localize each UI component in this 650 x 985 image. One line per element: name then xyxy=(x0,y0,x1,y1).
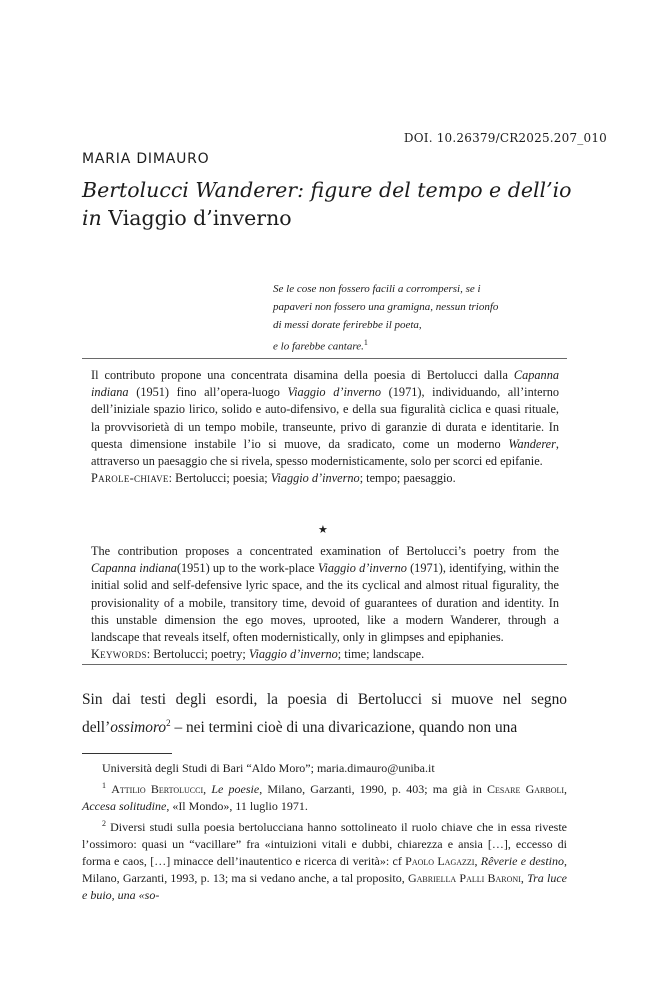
footnote-ref-2[interactable]: 2 xyxy=(166,717,171,728)
footnote-affiliation: Università degli Studi di Bari “Aldo Moro”; maria.dimauro@uniba.it xyxy=(102,761,435,775)
abstract-english: The contribution proposes a concentrated examination of Bertolucci’s poetry from the Capanna indiana(1951) up to the work-place Viaggio d’inverno (1971), identifying, within the initial solid and self-defensive lyric space, and the its cyclical and almost ritual figurality, the provisionality of a mobile, transitory time, devoid of guarantees of duration and identity. In this unstable dimension the ego moves, uprooted, like a modern Wanderer, through a landscape that reveals itself, often modernistically, only in glimpses and epiphanies. Keywords: Bertolucci; poetry; Viaggio d’inverno; time; landscape. xyxy=(91,544,560,662)
footnote-2: $^2$ Diversi studi sulla poesia bertolucciana hanno sottolineato il ruolo chiave che in essa riveste l’ossimoro: quasi un “vacillare” fra «intuizioni vitali e dubbi, chiarezza e ansia […], eccesso di forma e caos, […] minacce dell’inautentico e ricerca di verità»: cf Paolo Lagazzi, Rêverie e destino, Milano, Garzanti, 1993, p. 13; ma si vedano anche, a tal proposito, Gabriella Palli Baroni, Tra luce e buio, una «so- xyxy=(82,819,568,902)
keywords-en: Keywords: Bertolucci; poetry; Viaggio d’inverno; time; landscape. xyxy=(91,647,425,662)
epigraph-line: di messi dorate ferirebbe il poeta, xyxy=(273,319,422,331)
title-prefix: in xyxy=(82,206,102,230)
abstract-top-rule xyxy=(82,358,567,359)
doi-label: DOI. 10.26379/CR2025.207_010 xyxy=(403,131,607,145)
footnote-ref-1[interactable]: 1 xyxy=(363,338,368,347)
epigraph-line: Se le cose non fossero facili a corrompersi, se i xyxy=(273,283,481,295)
abstract-bottom-rule xyxy=(82,664,567,665)
footnotes xyxy=(82,760,567,904)
epigraph-line: e lo farebbe cantare.$^1$ xyxy=(273,338,368,353)
title-work: Viaggio d’inverno xyxy=(108,206,292,230)
author-name: MARIA DIMAURO xyxy=(82,151,210,167)
keywords-en-label: Keywords xyxy=(91,647,147,662)
footnote-1: $^1$ Attilio Bertolucci, Le poesie, Milano, Garzanti, 1990, p. 403; ma già in Cesare Garboli, Accesa solitudine, «Il Mondo», 11 luglio 1971. xyxy=(82,781,568,813)
epigraph-line: papaveri non fossero una gramigna, nessun trionfo xyxy=(273,301,499,313)
abstract-italian: Il contributo propone una concentrata disamina della poesia di Bertolucci dalla Capanna indiana (1951) fino all’opera-luogo Viaggio d’inverno (1971), individuando, all’interno dell’iniziale spazio lirico, solido e auto-difensivo, e della sua figuralità ciclica e quasi rituale, la provvisorietà di un tempo mobile, transeunte, privo di garanzie di durata e identitarie. In questa dimensione instabile l’io si muove, da sradicato, come un moderno Wanderer, attraverso un paesaggio che si rivela, spesso modernisticamente, solo per scorci ed epifanie. Parole-chiave: Bertolucci; poesia; Viaggio d’inverno; tempo; paesaggio. xyxy=(91,368,559,486)
keywords-it-label: Parole-chiave xyxy=(91,471,169,486)
epigraph xyxy=(273,280,573,356)
article-title xyxy=(82,176,572,232)
title-line-1: Bertolucci Wanderer: figure del tempo e dell’io xyxy=(82,178,572,202)
title-line-2 xyxy=(82,204,572,232)
section-separator-star: ★ xyxy=(318,523,328,536)
keywords-it: Parole-chiave: Bertolucci; poesia; Viaggio d’inverno; tempo; paesaggio. xyxy=(91,471,456,486)
body-paragraph: Sin dai testi degli esordi, la poesia di Bertolucci si muove nel segno dell’ossimoro$^2$ – nei termini cioè di una divaricazione, quando non una xyxy=(82,691,567,736)
footnote-rule xyxy=(82,753,172,754)
